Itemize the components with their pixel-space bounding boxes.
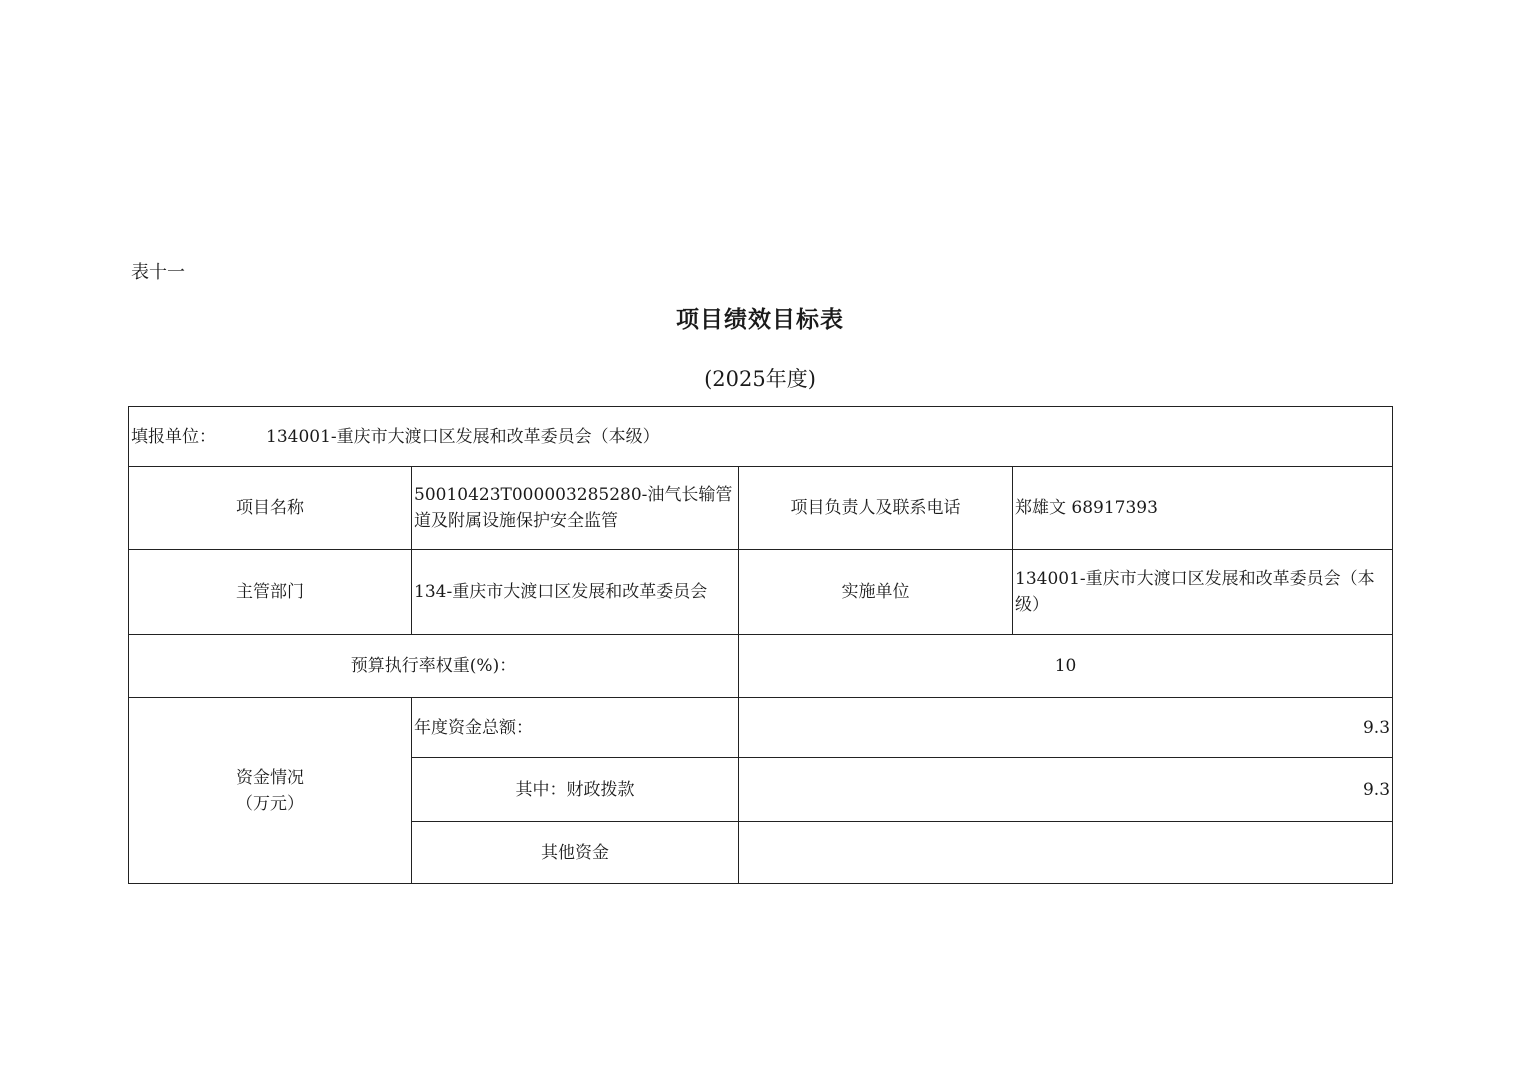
department-label: 主管部门	[129, 550, 412, 635]
department-value: 134-重庆市大渡口区发展和改革委员会	[412, 550, 739, 635]
other-funds-value	[739, 822, 1393, 884]
table-label: 表十一	[131, 262, 185, 283]
funds-annual-row	[129, 698, 1393, 758]
project-name-value: 50010423T000003285280-油气长输管道及附属设施保护安全监管	[412, 467, 739, 550]
filler-cell	[129, 407, 1393, 467]
performance-target-table	[128, 406, 1393, 884]
budget-row	[129, 635, 1393, 698]
funds-label	[129, 698, 412, 884]
filler-label: 填报单位：	[131, 426, 216, 447]
fiscal-allocation-value: 9.3	[739, 758, 1393, 822]
project-row	[129, 467, 1393, 550]
fiscal-allocation-label: 其中：财政拨款	[412, 758, 739, 822]
filler-row	[129, 407, 1393, 467]
other-funds-label: 其他资金	[412, 822, 739, 884]
page-subtitle: (2025年度)	[704, 367, 816, 391]
project-leader-value: 郑雄文 68917393	[1013, 467, 1393, 550]
funds-label-line1: 资金情况	[236, 767, 304, 788]
budget-weight-label: 预算执行率权重(%)：	[129, 635, 739, 698]
page-title: 项目绩效目标表	[676, 306, 844, 333]
implementing-unit-value: 134001-重庆市大渡口区发展和改革委员会（本级）	[1013, 550, 1393, 635]
funds-label-line2: （万元）	[236, 793, 304, 814]
filler-value: 134001-重庆市大渡口区发展和改革委员会（本级）	[266, 426, 660, 447]
implementing-unit-label: 实施单位	[739, 550, 1013, 635]
department-row	[129, 550, 1393, 635]
annual-total-value: 9.3	[739, 698, 1393, 758]
annual-total-label: 年度资金总额：	[412, 698, 739, 758]
project-name-label: 项目名称	[129, 467, 412, 550]
project-leader-label: 项目负责人及联系电话	[739, 467, 1013, 550]
budget-weight-value: 10	[739, 635, 1393, 698]
